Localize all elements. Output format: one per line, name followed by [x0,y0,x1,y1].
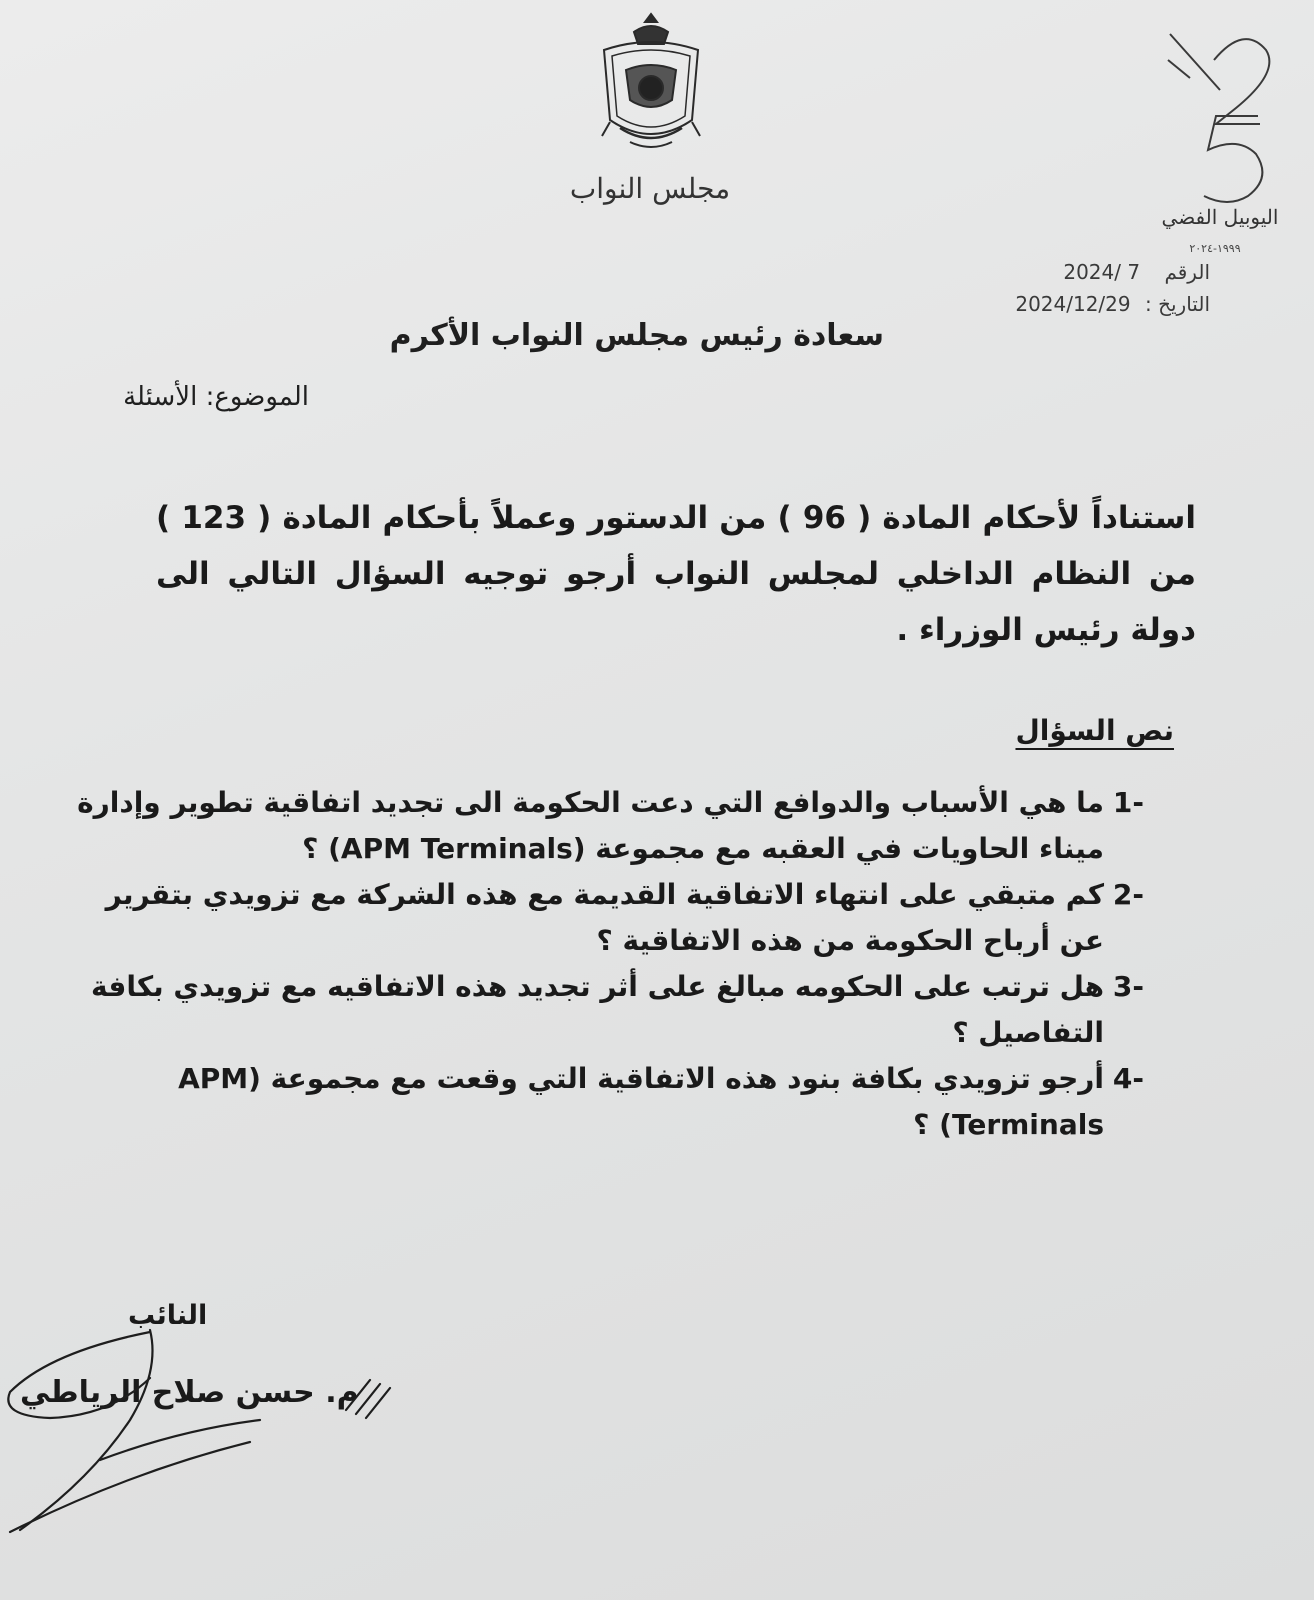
question-heading: نص السؤال [1015,714,1174,747]
jubilee-years: ١٩٩٩-٢٠٢٤ [1189,242,1241,255]
question-text: ما هي الأسباب والدوافع التي دعت الحكومة الى تجديد اتفاقية تطوير وإدارة ميناء الحاويات في العقبه مع مجموعة (APM Terminals) ؟ [77,786,1104,865]
handwritten-signature-icon [0,1310,460,1550]
question-item [74,872,1144,964]
subject-line: الموضوع: الأسئلة [123,382,309,412]
reference-block [960,256,1210,320]
question-text: كم متبقي على انتهاء الاتفاقية القديمة مع هذه الشركة مع تزويدي بتقرير عن أرباح الحكومة من هذه الاتفاقية ؟ [105,878,1104,957]
question-number: 3- [1112,970,1144,1003]
question-number: 2- [1112,878,1144,911]
question-number: 4- [1112,1062,1144,1095]
question-item [74,780,1144,872]
reference-date-row [960,288,1210,320]
signatory-name: م. حسن صلاح الرياطي [20,1375,359,1410]
reference-date-value: 2024/12/29 [1015,292,1131,316]
intro-paragraph: استناداً لأحكام المادة ( 96 ) من الدستور وعملاً بأحكام المادة ( 123 ) من النظام الداخلي لمجلس النواب أرجو توجيه السؤال التالي الى دولة رئيس الوزراء . [156,500,1196,648]
question-number: 1- [1112,786,1144,819]
question-item [74,1056,1144,1148]
jubilee-text: اليوبيل الفضي [1161,205,1279,229]
parliament-name: مجلس النواب [569,172,731,205]
reference-date-label: التاريخ : [1144,292,1210,316]
questions-list [74,780,1144,1148]
coat-of-arms-icon [590,10,712,160]
reference-number-value: 2024/ 7 [1063,260,1141,284]
question-text: أرجو تزويدي بكافة بنود هذه الاتفاقية التي وقعت مع مجموعة (APM Terminals) ؟ [178,1062,1104,1141]
reference-number-label: الرقم [1164,260,1210,284]
question-text: هل ترتب على الحكومه مبالغ على أثر تجديد هذه الاتفاقيه مع تزويدي بكافة التفاصيل ؟ [91,970,1104,1049]
signatory-title: النائب [128,1300,208,1331]
recipient-salutation: سعادة رئيس مجلس النواب الأكرم [389,318,884,353]
reference-number-row [960,256,1210,288]
question-item [74,964,1144,1056]
